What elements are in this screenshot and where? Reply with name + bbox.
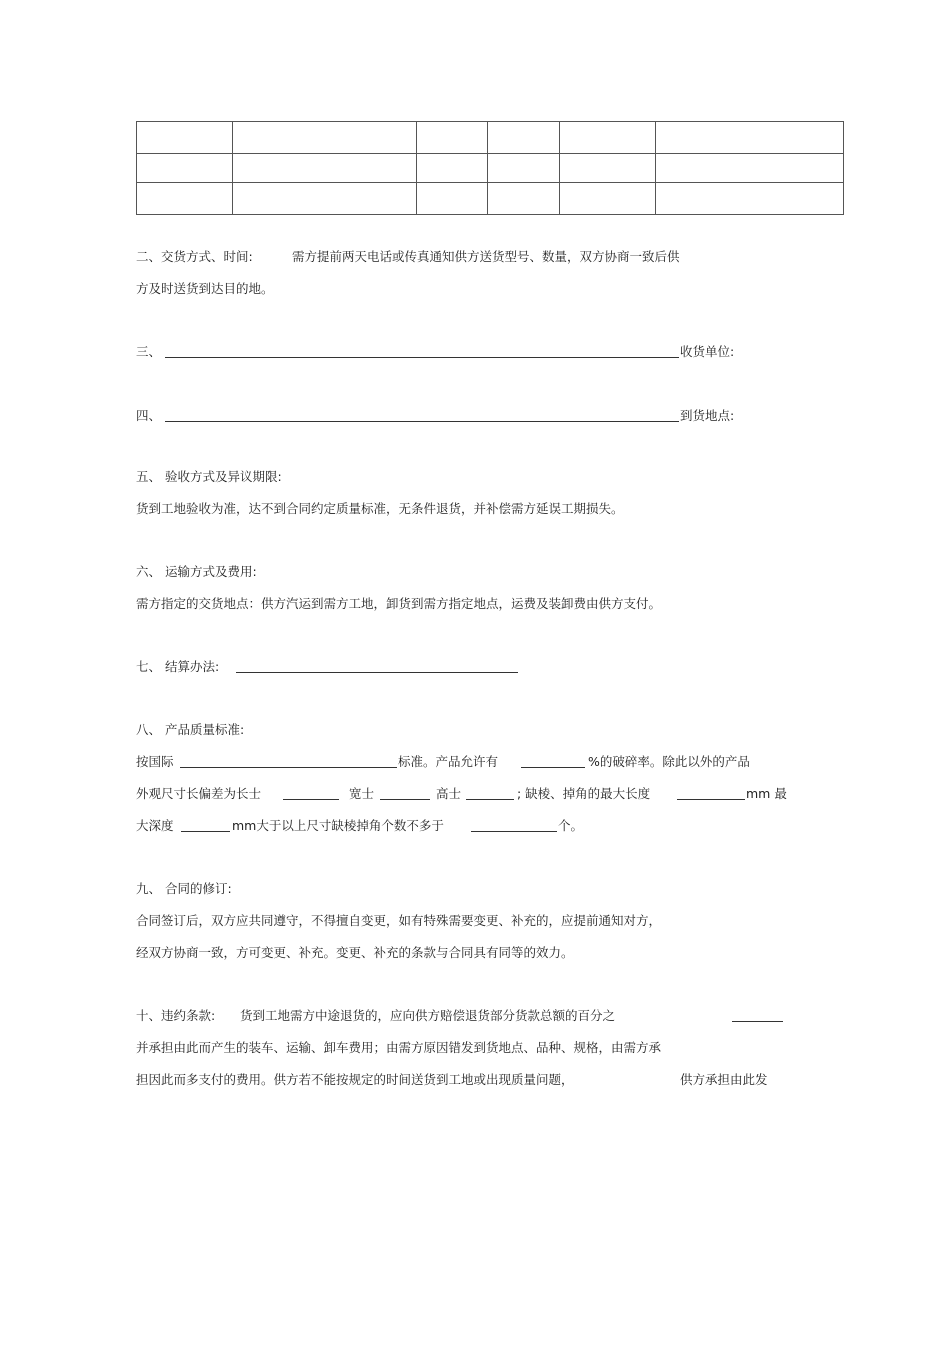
penalty-percent-blank[interactable] bbox=[732, 1021, 783, 1022]
table-cell bbox=[560, 183, 656, 215]
section-10-text-cont3: 供方承担由此发 bbox=[680, 1072, 768, 1087]
section-3-number: 三、 bbox=[136, 344, 162, 359]
table-cell bbox=[417, 122, 488, 154]
table-cell bbox=[137, 122, 233, 154]
section-8-line3-a: 大深度 bbox=[136, 818, 174, 833]
section-2-text: 需方提前两天电话或传真通知供方送货型号、数量，双方协商一致后供 bbox=[292, 249, 680, 264]
section-7-heading: 七、 结算办法: bbox=[136, 659, 220, 674]
section-8-line2-a: 外观尺寸长偏差为长士 bbox=[136, 786, 262, 801]
table-cell bbox=[656, 122, 844, 154]
table-row bbox=[137, 183, 844, 215]
section-10-text-cont: 并承担由此而产生的装车、运输、卸车费用；由需方原因错发到货地点、品种、规格，由需方承 bbox=[136, 1040, 662, 1055]
section-8-line2-e: mm 最 bbox=[746, 786, 787, 801]
section-9-heading: 九、 合同的修订: bbox=[136, 881, 232, 896]
section-8-line3-b: mm大于以上尺寸缺棱掉角个数不多于 bbox=[232, 818, 444, 833]
section-6-text: 需方指定的交货地点：供方汽运到需方工地，卸货到需方指定地点，运费及装卸费由供方支付。 bbox=[136, 596, 662, 611]
settlement-blank[interactable] bbox=[236, 672, 518, 673]
length-tolerance-blank[interactable] bbox=[283, 799, 339, 800]
section-6-heading: 六、 运输方式及费用: bbox=[136, 564, 257, 579]
section-5-heading: 五、 验收方式及异议期限: bbox=[136, 469, 282, 484]
section-8-heading: 八、 产品质量标准: bbox=[136, 722, 245, 737]
breakage-rate-blank[interactable] bbox=[521, 767, 585, 768]
table-cell bbox=[488, 183, 560, 215]
section-8-line2-b: 宽士 bbox=[349, 786, 375, 801]
delivery-place-label: 到货地点: bbox=[680, 408, 735, 423]
section-8-line2-c: 高士 bbox=[436, 786, 462, 801]
consignee-blank[interactable] bbox=[165, 357, 679, 358]
section-8-line1-b: 标准。产品允许有 bbox=[398, 754, 499, 769]
section-2-text-cont: 方及时送货到达目的地。 bbox=[136, 281, 274, 296]
table-cell bbox=[137, 183, 233, 215]
section-10-text-cont2: 担因此而多支付的费用。供方若不能按规定的时间送货到工地或出现质量问题， bbox=[136, 1072, 574, 1087]
table-cell bbox=[560, 122, 656, 154]
section-10-text: 货到工地需方中途退货的，应向供方赔偿退货部分货款总额的百分之 bbox=[240, 1008, 616, 1023]
section-9-text-cont: 经双方协商一致，方可变更、补充。变更、补充的条款与合同具有同等的效力。 bbox=[136, 945, 574, 960]
table-cell bbox=[488, 154, 560, 183]
section-8-line2-d: ; 缺棱、掉角的最大长度 bbox=[517, 786, 651, 801]
table-cell bbox=[233, 122, 417, 154]
table-cell bbox=[656, 183, 844, 215]
table-cell bbox=[417, 154, 488, 183]
table-cell bbox=[233, 183, 417, 215]
max-depth-blank[interactable] bbox=[181, 831, 230, 832]
table-cell bbox=[417, 183, 488, 215]
section-10-heading: 十、违约条款: bbox=[136, 1008, 216, 1023]
standard-blank[interactable] bbox=[180, 767, 397, 768]
section-5-text: 货到工地验收为准，达不到合同约定质量标准，无条件退货，并补偿需方延误工期损失。 bbox=[136, 501, 624, 516]
section-2-heading: 二、交货方式、时间: bbox=[136, 249, 253, 264]
table-cell bbox=[137, 154, 233, 183]
table-cell bbox=[560, 154, 656, 183]
max-length-blank[interactable] bbox=[677, 799, 745, 800]
section-8-line3-c: 个。 bbox=[558, 818, 584, 833]
section-9-text: 合同签订后，双方应共同遵守，不得擅自变更，如有特殊需要变更、补充的，应提前通知对方， bbox=[136, 913, 662, 928]
consignee-label: 收货单位: bbox=[680, 344, 735, 359]
width-tolerance-blank[interactable] bbox=[380, 799, 430, 800]
table-cell bbox=[233, 154, 417, 183]
table-row bbox=[137, 122, 844, 154]
goods-table bbox=[136, 121, 844, 215]
table-row bbox=[137, 154, 844, 183]
defect-count-blank[interactable] bbox=[471, 831, 557, 832]
section-8-line1-c: %的破碎率。除此以外的产品 bbox=[588, 754, 750, 769]
delivery-place-blank[interactable] bbox=[165, 421, 679, 422]
section-4-number: 四、 bbox=[136, 408, 162, 423]
table-cell bbox=[656, 154, 844, 183]
section-8-line1-a: 按国际 bbox=[136, 754, 174, 769]
height-tolerance-blank[interactable] bbox=[466, 799, 514, 800]
table-cell bbox=[488, 122, 560, 154]
